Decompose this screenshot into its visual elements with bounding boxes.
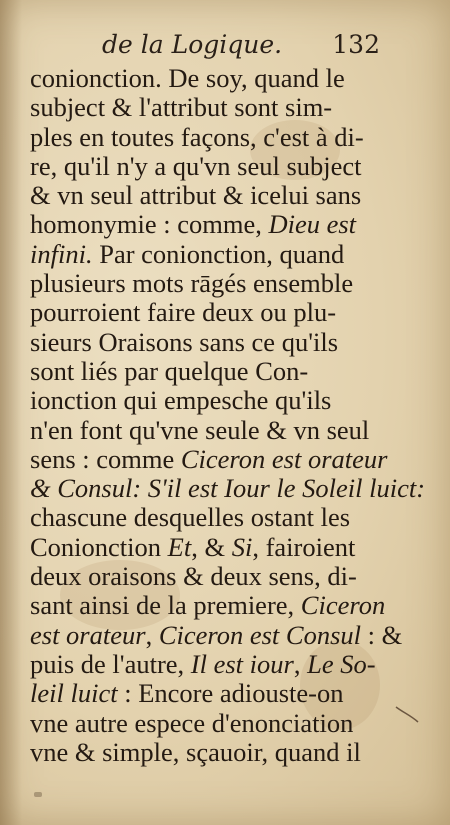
text-run: pourroient faire deux ou plu- — [30, 297, 337, 328]
text-run: , — [293, 648, 308, 679]
text-line — [30, 590, 386, 621]
text-line — [30, 240, 370, 269]
catchword-mark — [392, 705, 422, 725]
text-run: ionction qui empesche qu'ils — [30, 385, 332, 416]
page-number: 132 — [332, 30, 380, 59]
text-line — [30, 679, 370, 708]
text-run: sant ainsi de la premiere, — [30, 590, 301, 621]
text-line — [30, 93, 370, 122]
italic-text: Si — [231, 531, 253, 562]
text-line — [30, 648, 376, 679]
italic-text: & Consul: S'il est Iour le Soleil luict: — [30, 473, 426, 504]
text-line — [30, 181, 370, 210]
text-line — [30, 503, 370, 532]
italic-text: est orateur — [30, 619, 146, 650]
text-run: puis de l'autre, — [30, 648, 191, 679]
running-head — [30, 28, 380, 64]
text-run: ples en toutes façons, c'est à di- — [30, 121, 364, 152]
italic-text: Et — [167, 531, 192, 562]
text-line — [30, 64, 370, 93]
text-line — [30, 619, 403, 650]
text-run: deux oraisons & deux sens, di- — [30, 561, 357, 592]
text-run: plusieurs mots rāgés ensemble — [30, 268, 354, 299]
text-run: : & — [361, 619, 403, 650]
italic-text: Dieu est — [268, 209, 357, 240]
text-line — [30, 328, 370, 357]
text-line — [30, 709, 370, 738]
text-run: subject & l'attribut sont sim- — [30, 92, 333, 123]
text-run: , fairoient — [252, 531, 356, 562]
ink-mark — [34, 792, 42, 797]
text-line — [30, 386, 370, 415]
text-line — [30, 738, 370, 767]
text-line — [30, 562, 370, 591]
text-run: n'en font qu'vne seule & vn seul — [30, 414, 370, 445]
text-line — [30, 416, 370, 445]
text-run: Par conionction, quand — [92, 238, 345, 269]
text-run: chascune desquelles ostant les — [30, 502, 351, 533]
text-run: sont liés par quelque Con- — [30, 355, 309, 386]
text-run: vne autre espece d'enonciation — [30, 707, 354, 738]
text-line — [30, 357, 370, 386]
text-line — [30, 152, 370, 181]
spine-shadow — [0, 0, 22, 825]
text-run: , & — [191, 531, 232, 562]
text-line — [30, 298, 370, 327]
italic-text: Il est iour — [190, 648, 294, 679]
text-run: Conionction — [30, 531, 168, 562]
italic-text: Ciceron — [300, 590, 386, 621]
text-line — [30, 533, 370, 562]
text-line — [30, 123, 370, 152]
text-line — [30, 473, 426, 504]
running-head-title: de la Logique. — [102, 30, 283, 59]
text-run: : Encore adiouste-on — [117, 678, 344, 709]
text-run: & vn seul attribut & icelui sans — [30, 180, 362, 211]
italic-text: infini. — [30, 238, 93, 269]
italic-text: leil luict — [30, 678, 118, 709]
text-run: sieurs Oraisons sans ce qu'ils — [30, 326, 339, 357]
italic-text: Le So- — [307, 648, 376, 679]
italic-text: Ciceron est orateur — [180, 443, 388, 474]
text-run: vne & simple, sçauoir, quand il — [30, 736, 361, 767]
text-run: sens : comme — [30, 443, 181, 474]
text-line — [30, 443, 388, 474]
text-line — [30, 269, 370, 298]
italic-text: Ciceron est Consul — [158, 619, 361, 650]
text-line — [30, 210, 370, 239]
text-run: homonymie : comme, — [30, 209, 269, 240]
text-run: conionction. De soy, quand le — [30, 63, 345, 93]
text-run: re, qu'il n'y a qu'vn seul subject — [30, 150, 362, 181]
body-text — [30, 63, 426, 767]
text-run: , — [145, 619, 159, 650]
